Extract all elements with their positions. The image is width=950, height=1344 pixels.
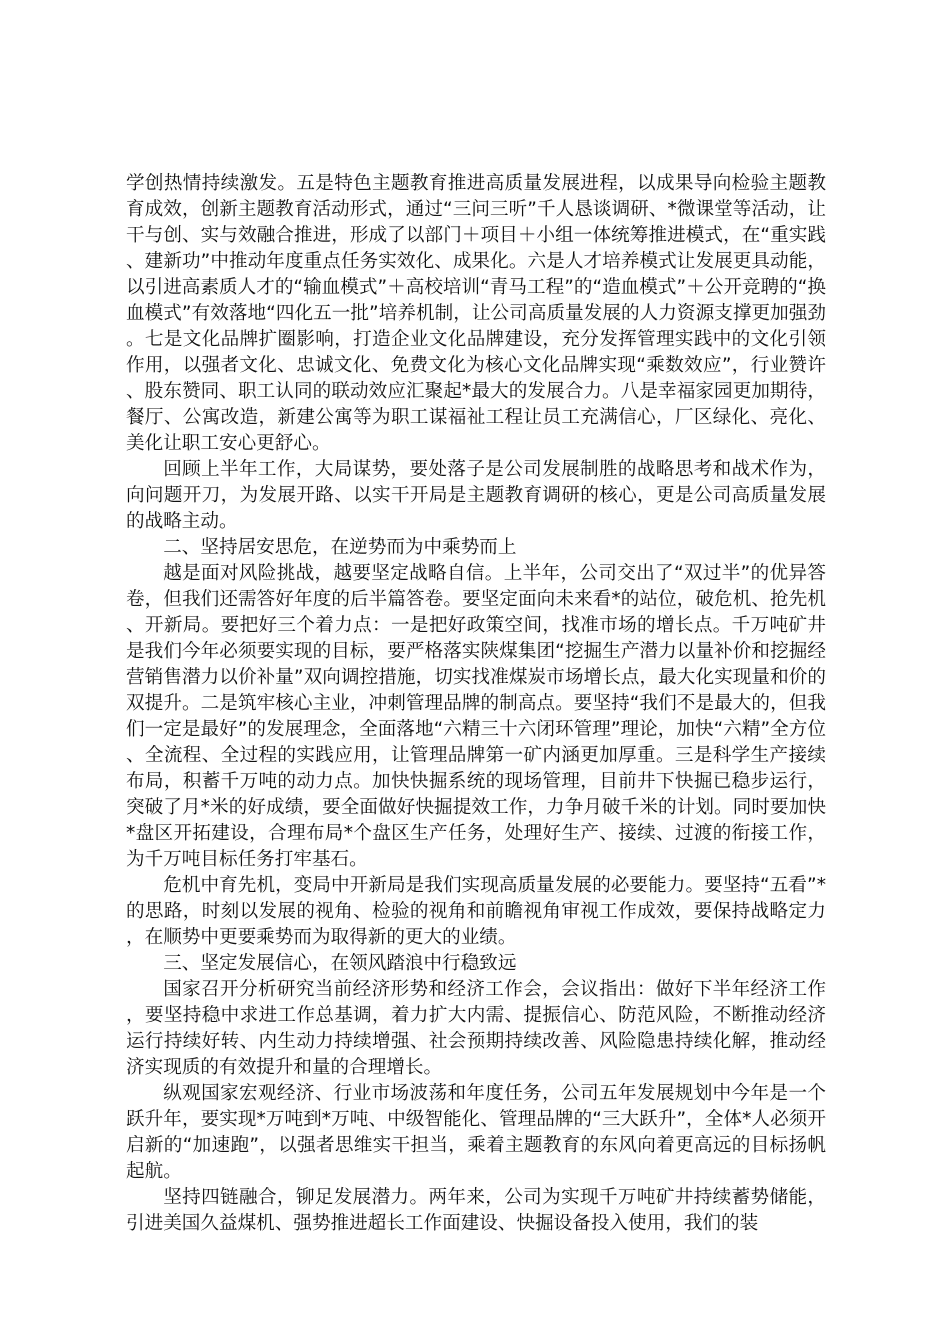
document-body	[126, 171, 826, 1237]
paragraph-continuation: 学创热情持续激发。五是特色主题教育推进高质量发展进程，以成果导向检验主题教育成效，创新主题教育活动形式，通过“三问三听”千人恳谈调研、*微课堂等活动，让干与创、实与效融合推进，形成了以部门＋项目＋小组一体统筹推进模式，在“重实践、建新功”中推动年度重点任务实效化、成果化。六是人才培养模式让发展更具动能，以引进高素质人才的“输血模式”＋高校培训“青马工程”的“造血模式”＋公开竞聘的“换血模式”有效落地“四化五一批”培养机制，让公司高质量发展的人力资源支撑更加强劲。七是文化品牌扩圈影响，打造企业文化品牌建设，充分发挥管理实践中的文化引领作用，以强者文化、忠诚文化、免费文化为核心文化品牌实现“乘数效应”，行业赞许、股东赞同、职工认同的联动效应汇聚起*最大的发展合力。八是幸福家园更加期待，餐厅、公寓改造，新建公寓等为职工谋福祉工程让员工充满信心，厂区绿化、亮化、美化让职工安心更舒心。	[126, 173, 826, 454]
paragraph-outlook: 纵观国家宏观经济、行业市场波荡和年度任务，公司五年发展规划中今年是一个跃升年，要实现*万吨到*万吨、中级智能化、管理品牌的“三大跃升”，全体*人必须开启新的“加速跑”，以强者思维实干担当，乘着主题教育的东风向着更高远的目标扬帆起航。	[126, 1083, 826, 1182]
paragraph-opportunity: 危机中育先机，变局中开新局是我们实现高质量发展的必要能力。要坚持“五看”*的思路，时刻以发展的视角、检验的视角和前瞻视角审视工作成效，要保持战略定力，在顺势中更要乘势而为取得新的更大的业绩。	[126, 875, 826, 948]
section-heading-3: 三、坚定发展信心，在领风踏浪中行稳致远	[163, 953, 517, 974]
paragraph-national-meeting: 国家召开分析研究当前经济形势和经济工作会，会议指出：做好下半年经济工作，要坚持稳中求进工作总基调，着力扩大内需、提振信心、防范风险，不断推动经济运行持续好转、内生动力持续增强、社会预期持续改善、风险隐患持续化解，推动经济实现质的有效提升和量的合理增长。	[126, 979, 826, 1078]
paragraph-four-chains: 坚持四链融合，铆足发展潜力。两年来，公司为实现千万吨矿井持续蓄势储能，引进美国久益煤机、强势推进超长工作面建设、快掘设备投入使用，我们的装	[126, 1187, 826, 1234]
section-heading-2: 二、坚持居安思危，在逆势而为中乘势而上	[163, 537, 517, 558]
paragraph-review: 回顾上半年工作，大局谋势，要处落子是公司发展制胜的战略思考和战术作为，向问题开刀，为发展开路、以实干开局是主题教育调研的核心，更是公司高质量发展的战略主动。	[126, 459, 826, 532]
paragraph-strategy: 越是面对风险挑战，越要坚定战略自信。上半年，公司交出了“双过半”的优异答卷，但我们还需答好年度的后半篇答卷。要坚定面向未来看*的站位，破危机、抢先机、开新局。要把好三个着力点：一是把好政策空间，找准市场的增长点。千万吨矿井是我们今年必须要实现的目标，要严格落实陕煤集团“挖掘生产潜力以量补价和挖掘经营销售潜力以价补量”双向调控措施，切实找准煤炭市场增长点，最大化实现量和价的双提升。二是筑牢核心主业，冲刺管理品牌的制高点。要坚持“我们不是最大的，但我们一定是最好”的发展理念，全面落地“六精三十六闭环管理”理论，加快“六精”全方位、全流程、全过程的实践应用，让管理品牌第一矿内涵更加厚重。三是科学生产接续布局，积蓄千万吨的动力点。加快快掘系统的现场管理，目前井下快掘已稳步运行，突破了月*米的好成绩，要全面做好快掘提效工作，力争月破千米的计划。同时要加快*盘区开拓建设，合理布局*个盘区生产任务，处理好生产、接续、过渡的衔接工作，为千万吨目标任务打牢基石。	[126, 563, 826, 870]
